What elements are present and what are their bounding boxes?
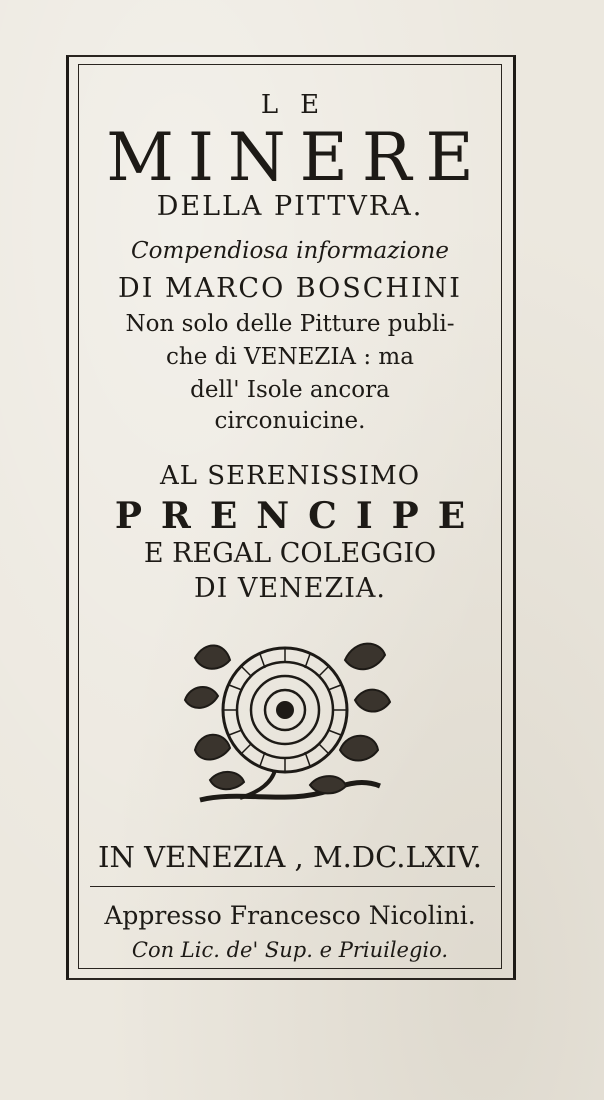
title-della-pittura: DELLA PITTVRA. [156, 191, 424, 222]
title-le: LE [260, 90, 342, 120]
description-line-4: circonuicine. [214, 408, 366, 434]
title-minere: MINERE [106, 119, 488, 196]
description-line-3: dell' Isole ancora [190, 377, 390, 403]
description-line-1: Non solo delle Pitture publi- [125, 311, 455, 337]
dedication-line-3: E REGAL COLEGGIO [143, 538, 437, 569]
dedication-line-1: AL SERENISSIMO [159, 461, 421, 491]
imprint-rule-top [90, 886, 495, 887]
description-line-2: che di VENEZIA : ma [166, 344, 414, 370]
dedication-line-4: DI VENEZIA. [194, 573, 386, 604]
imprint-place-date: IN VENEZIA , M.DC.LXIV. [98, 840, 482, 874]
rose-woodcut-icon [180, 630, 395, 820]
license-line: Con Lic. de' Sup. e Priuilegio. [131, 938, 449, 962]
subtitle-compendiosa: Compendiosa informazione [131, 238, 449, 264]
printer-line: Appresso Francesco Nicolini. [104, 901, 476, 930]
imprint-rule-bottom [90, 968, 495, 969]
author-line: DI MARCO BOSCHINI [118, 273, 462, 304]
dedication-prencipe: PRENCIPE [114, 495, 485, 537]
